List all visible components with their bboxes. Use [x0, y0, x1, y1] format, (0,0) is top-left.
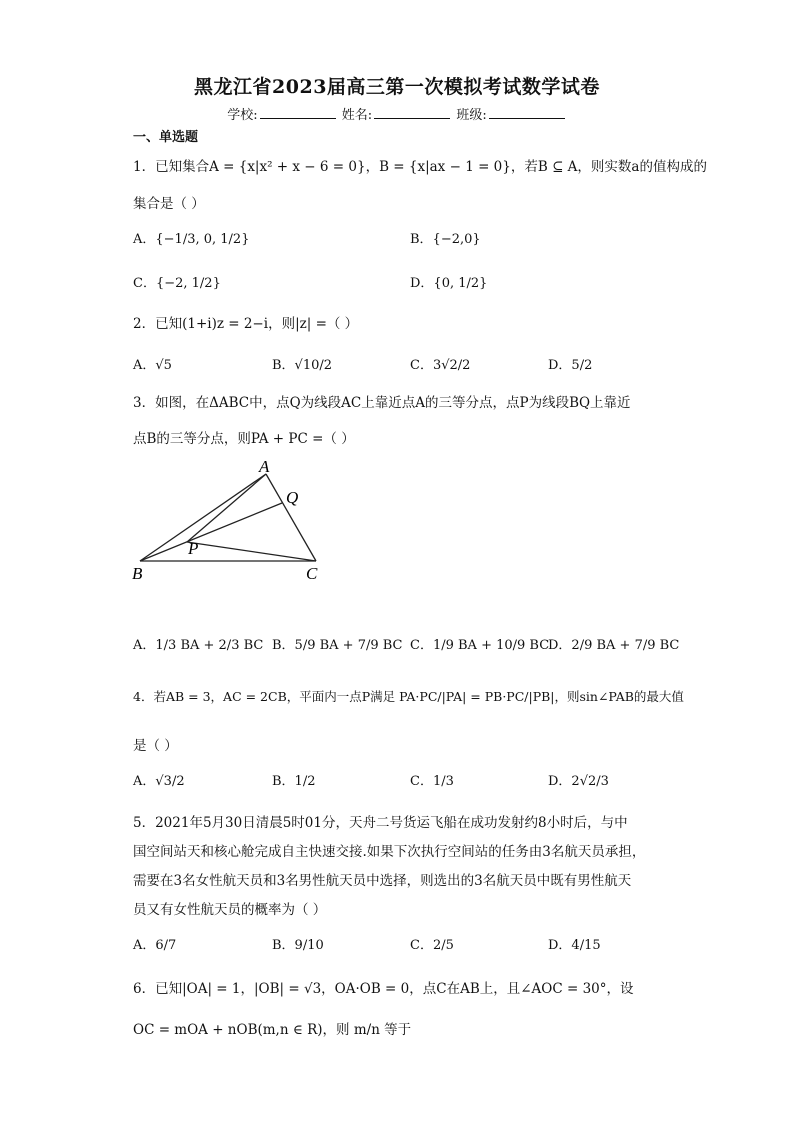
- name-label: 姓名:: [341, 108, 373, 123]
- q6-stem-line2: OC = mOA + nOB(m,n ∈ R)，则 m/n 等于: [133, 1022, 412, 1038]
- school-field[interactable]: [260, 106, 336, 119]
- q4-option-d[interactable]: D．2√2/3: [548, 774, 609, 789]
- class-field[interactable]: [489, 106, 565, 119]
- q3-option-c[interactable]: C．1/9 BA + 10/9 BC: [410, 638, 550, 653]
- q2-option-a[interactable]: A．√5: [133, 358, 172, 373]
- q2-option-c[interactable]: C．3√2/2: [410, 358, 471, 373]
- q4-stem-line1: 4．若AB = 3，AC = 2CB，平面内一点P满足 PA·PC/|PA| = PB·PC/|PB|，则sin∠PAB的最大值: [133, 689, 684, 704]
- class-label: 班级:: [456, 108, 487, 123]
- label-p: P: [188, 539, 199, 558]
- q5-stem-line4: 员又有女性航天员的概率为（ ）: [133, 902, 327, 918]
- name-field[interactable]: [374, 106, 450, 119]
- q1-stem-line1: 1．已知集合A = {x|x² + x − 6 = 0}，B = {x|ax − 1 = 0}，若B ⊆ A，则实数a的值构成的: [133, 159, 707, 175]
- q4-option-a[interactable]: A．√3/2: [133, 774, 185, 789]
- q5-option-b[interactable]: B．9/10: [272, 938, 324, 953]
- q4-option-b[interactable]: B．1/2: [272, 774, 316, 789]
- q5-option-a[interactable]: A．6/7: [133, 938, 177, 953]
- q1-option-a[interactable]: A．{−1/3, 0, 1/2}: [133, 232, 250, 247]
- q3-option-a[interactable]: A．1/3 BA + 2/3 BC: [133, 638, 264, 653]
- label-b: B: [132, 564, 143, 583]
- q3-option-d[interactable]: D．2/9 BA + 7/9 BC: [548, 638, 680, 653]
- q3-stem-line2: 点B的三等分点，则PA + PC =（ ）: [133, 431, 355, 447]
- segment-pc: [187, 542, 316, 561]
- q5-stem-line2: 国空间站天和核心舱完成自主快速交接.如果下次执行空间站的任务由3名航天员承担，: [133, 844, 646, 860]
- q2-stem: 2．已知(1+i)z = 2−i，则|z| =（ ）: [133, 316, 359, 332]
- page-title: 黑龙江省2023届高三第一次模拟考试数学试卷: [194, 76, 600, 98]
- label-q: Q: [286, 488, 299, 507]
- q4-option-c[interactable]: C．1/3: [410, 774, 454, 789]
- q3-stem-line1: 3．如图，在ΔABC中，点Q为线段AC上靠近点A的三等分点，点P为线段BQ上靠近: [133, 395, 631, 411]
- q5-stem-line3: 需要在3名女性航天员和3名男性航天员中选择，则选出的3名航天员中既有男性航天: [133, 873, 632, 889]
- q1-option-c[interactable]: C．{−2, 1/2}: [133, 276, 221, 291]
- q1-option-d[interactable]: D．{0, 1/2}: [410, 276, 488, 291]
- segment-pa: [187, 474, 266, 542]
- school-label: 学校:: [227, 108, 258, 123]
- q5-stem-line1: 5．2021年5月30日清晨5时01分，天舟二号货运飞船在成功发射约8小时后，与中: [133, 815, 628, 831]
- q2-option-b[interactable]: B．√10/2: [272, 358, 333, 373]
- q5-option-c[interactable]: C．2/5: [410, 938, 454, 953]
- q3-option-b[interactable]: B．5/9 BA + 7/9 BC: [272, 638, 403, 653]
- q6-stem-line1: 6．已知|OA| = 1，|OB| = √3，OA·OB = 0，点C在AB上，且∠AOC = 30°，设: [133, 981, 634, 997]
- q5-option-d[interactable]: D．4/15: [548, 938, 601, 953]
- label-a: A: [259, 457, 270, 476]
- label-c: C: [306, 564, 318, 583]
- q1-stem-line2: 集合是（ ）: [133, 196, 205, 212]
- section-heading: 一、单选题: [133, 130, 199, 145]
- student-info: [0, 104, 794, 123]
- triangle-figure: [128, 455, 338, 590]
- q2-option-d[interactable]: D．5/2: [548, 358, 593, 373]
- q4-stem-line2: 是（ ）: [133, 738, 178, 754]
- q1-option-b[interactable]: B．{−2,0}: [410, 232, 481, 247]
